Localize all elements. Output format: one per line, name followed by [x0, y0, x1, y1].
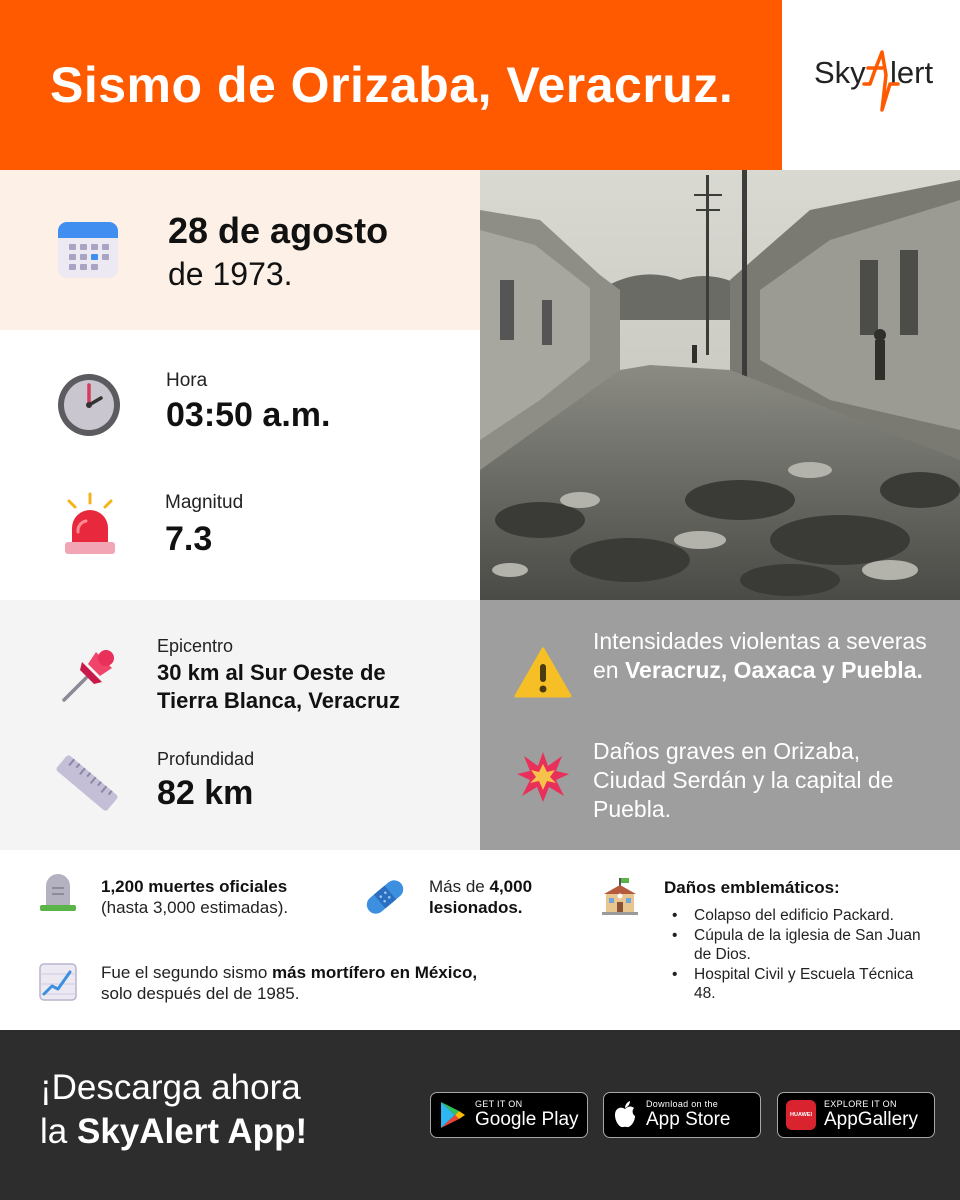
google-play-icon — [439, 1100, 467, 1130]
epicenter-value-line1: 30 km al Sur Oeste de — [157, 660, 386, 685]
list-item: • Hospital Civil y Escuela Técnica 48. — [666, 965, 936, 1004]
facts-panel — [0, 850, 960, 1030]
app-gallery-button[interactable] — [777, 1092, 935, 1138]
ranking-text — [101, 962, 571, 1004]
warning-icon — [514, 646, 572, 705]
app-store-button[interactable] — [603, 1092, 761, 1138]
svg-text:lert: lert — [890, 55, 934, 90]
list-item: • Cúpula de la iglesia de San Juan de Dios. — [666, 926, 936, 965]
intensity-text-a: Intensidades violentas a severas en — [593, 628, 927, 683]
siren-icon — [60, 492, 120, 563]
download-cta — [40, 1066, 307, 1154]
magnitude-label: Magnitud — [165, 492, 244, 513]
school-icon — [600, 876, 640, 921]
deaths-text — [101, 876, 331, 918]
injured-prefix: Más de — [429, 877, 490, 896]
clock-icon — [56, 372, 122, 443]
headstone-icon — [38, 874, 78, 917]
earthquake-damage-photo — [480, 170, 960, 600]
explosion-icon — [516, 750, 570, 809]
list-item: • Colapso del edificio Packard. — [666, 906, 936, 926]
intensity-damage-panel — [480, 600, 960, 850]
emblematic-list — [666, 906, 936, 1004]
epicenter-value-line2: Tierra Blanca, Veracruz — [157, 688, 400, 713]
magnitude-value: 7.3 — [165, 520, 213, 558]
injured-bold: 4,000 lesionados. — [429, 877, 533, 917]
app-store-label: App Store — [646, 1109, 731, 1130]
time-magnitude-panel — [0, 330, 480, 600]
cta-line1: ¡Descarga ahora — [40, 1068, 301, 1107]
date-day-month: 28 de agosto — [168, 210, 389, 251]
time-label: Hora — [166, 370, 208, 391]
app-gallery-label: AppGallery — [824, 1109, 918, 1130]
huawei-icon: HUAWEI — [786, 1100, 816, 1130]
pushpin-icon — [58, 644, 120, 711]
deaths-bold: 1,200 muertes oficiales — [101, 877, 288, 896]
time-value: 03:50 a.m. — [166, 396, 331, 434]
page-title: Sismo de Orizaba, Veracruz. — [50, 57, 734, 113]
depth-value: 82 km — [157, 774, 254, 812]
damage-summary-text: Daños graves en Orizaba, Ciudad Serdán y la capital de Puebla. — [593, 738, 894, 822]
ruler-icon — [56, 752, 118, 819]
ranking-bold: más mortífero en México, — [272, 963, 478, 982]
google-play-button[interactable] — [430, 1092, 588, 1138]
epicenter-depth-panel — [0, 600, 480, 850]
intensity-text — [593, 627, 933, 685]
date-year: de 1973. — [168, 256, 293, 292]
emblematic-title: Daños emblemáticos: — [664, 878, 840, 897]
date-panel — [0, 170, 480, 330]
google-play-small: GET IT ON — [475, 1099, 523, 1109]
cta-line2: la SkyAlert App! — [40, 1112, 308, 1151]
calendar-icon — [56, 218, 120, 287]
footer — [0, 1030, 960, 1200]
intensity-bold: Veracruz, Oaxaca y Puebla. — [624, 657, 923, 683]
skyalert-logo[interactable] — [782, 0, 960, 170]
epicenter-label: Epicentro — [157, 636, 234, 656]
app-store-small: Download on the — [646, 1099, 719, 1109]
ranking-prefix: Fue el segundo sismo — [101, 963, 273, 982]
apple-icon — [612, 1100, 638, 1130]
chart-increasing-icon — [38, 962, 78, 1007]
ranking-rest: solo después del de 1985. — [101, 984, 300, 1003]
injured-text — [429, 876, 579, 918]
app-gallery-small: EXPLORE IT ON — [824, 1099, 897, 1109]
bandage-icon — [364, 876, 406, 923]
depth-label: Profundidad — [157, 749, 255, 769]
google-play-label: Google Play — [475, 1109, 579, 1130]
header-banner — [0, 0, 782, 170]
svg-text:Sky: Sky — [814, 55, 866, 90]
deaths-rest: (hasta 3,000 estimadas). — [101, 898, 289, 917]
